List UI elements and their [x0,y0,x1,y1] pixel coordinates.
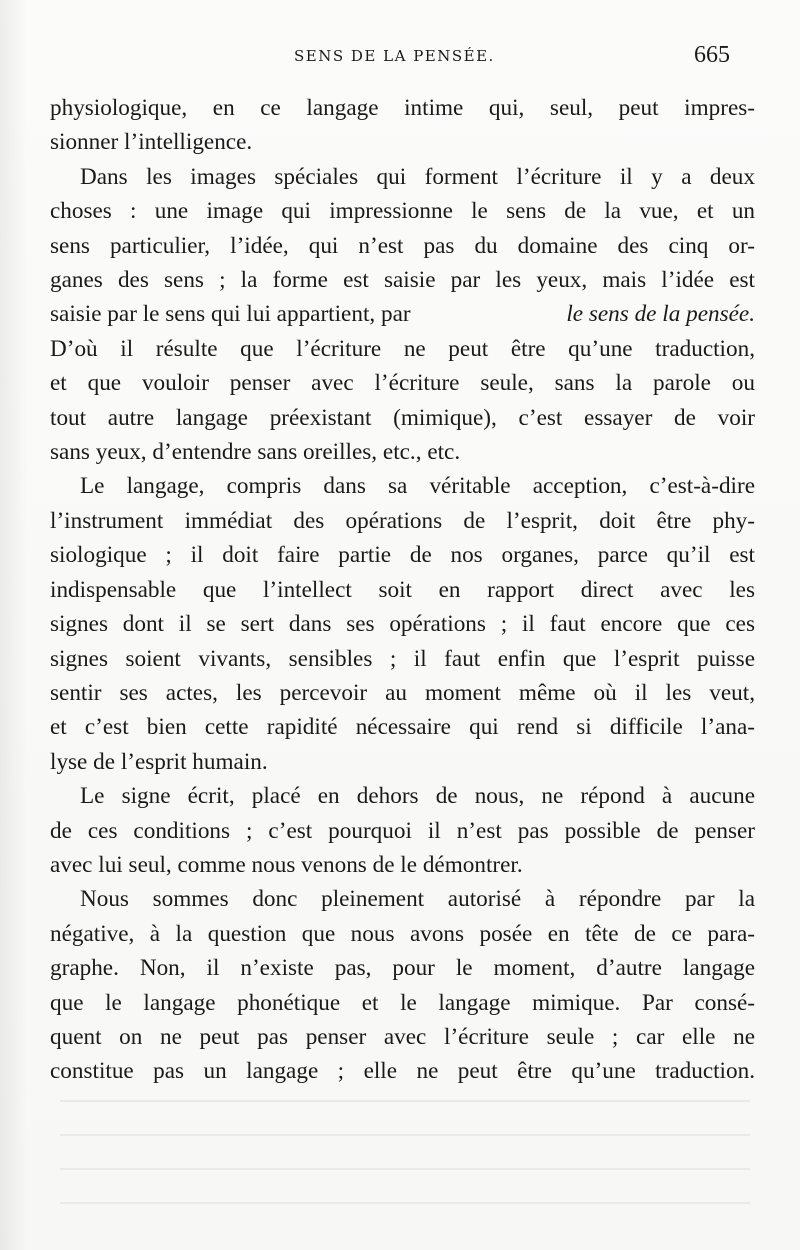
text-line: physiologique, en ce langage intime qui, seul, peut impres- [50,95,755,121]
text-line: avec lui seul, comme nous venons de le démontrer. [50,851,523,878]
text-line: graphe. Non, il n’existe pas, pour le moment, d’autre langage [50,955,755,982]
text-line-with-emphasis [50,297,755,331]
text-line: l’instrument immédiat des opérations de l’esprit, doit être phy- [50,507,755,534]
text-line: siologique ; il doit faire partie de nos organes, parce qu’il est [50,542,755,569]
text-line: sionner l’intelligence. [50,129,253,156]
text-line: tout autre langage préexistant (mimique), c’est essayer de voir [50,404,755,431]
running-title: SENS DE LA PENSÉE. [294,47,495,65]
text-line: lyse de l’esprit humain. [50,748,268,775]
text-line: Le signe écrit, placé en dehors de nous, ne répond à aucune [80,783,755,810]
text-line: signes soient vivants, sensibles ; il faut enfin que l’esprit puisse [50,645,755,672]
running-header [0,44,800,74]
text-line: et c’est bien cette rapidité nécessaire qui rend si difficile l’ana- [50,714,755,741]
text-line: Le langage, compris dans sa véritable acception, c’est-à-dire [80,473,755,500]
emphasis-text: le sens de la pensée. [566,301,755,328]
text-line: Dans les images spéciales qui forment l’écriture il y a deux [80,163,755,190]
paragraph-1 [50,91,755,160]
text-line: quent on ne peut pas penser avec l’écriture seule ; car elle ne [50,1023,755,1050]
paragraph-4 [50,779,755,882]
text-line: sans yeux, d’entendre sans oreilles, etc., etc. [50,439,461,466]
paragraph-3 [50,469,755,779]
text-line: D’où il résulte que l’écriture ne peut être qu’une traduction, [50,335,755,362]
text-line: et que vouloir penser avec l’écriture seule, sans la parole ou [50,370,755,397]
body-text [50,91,755,1089]
text-line: saisie par le sens qui lui appartient, par [50,301,417,328]
text-line: indispensable que l’intellect soit en rapport direct avec les [50,576,755,603]
paragraph-5 [50,882,755,1088]
text-line: choses : une image qui impressionne le sens de la vue, et un [50,198,755,225]
paragraph-2 [50,160,755,470]
page-number: 665 [694,42,730,68]
text-line: sentir ses actes, les percevoir au moment même où il les veut, [50,679,755,706]
show-through-text [60,1100,750,1220]
text-line: sens particulier, l’idée, qui n’est pas du domaine des cinq or- [50,232,755,259]
text-line: constitue pas un langage ; elle ne peut être qu’une traduction. [50,1058,755,1085]
text-line: ganes des sens ; la forme est saisie par les yeux, mais l’idée est [50,267,755,294]
text-line: négative, à la question que nous avons posée en tête de ce para- [50,920,755,947]
page-gutter-shadow [0,0,28,1250]
text-line: signes dont il se sert dans ses opérations ; il faut encore que ces [50,611,755,638]
text-line: Nous sommes donc pleinement autorisé à répondre par la [80,886,755,913]
text-line: de ces conditions ; c’est pourquoi il n’est pas possible de penser [50,817,755,844]
text-line: que le langage phonétique et le langage mimique. Par consé- [50,989,755,1016]
